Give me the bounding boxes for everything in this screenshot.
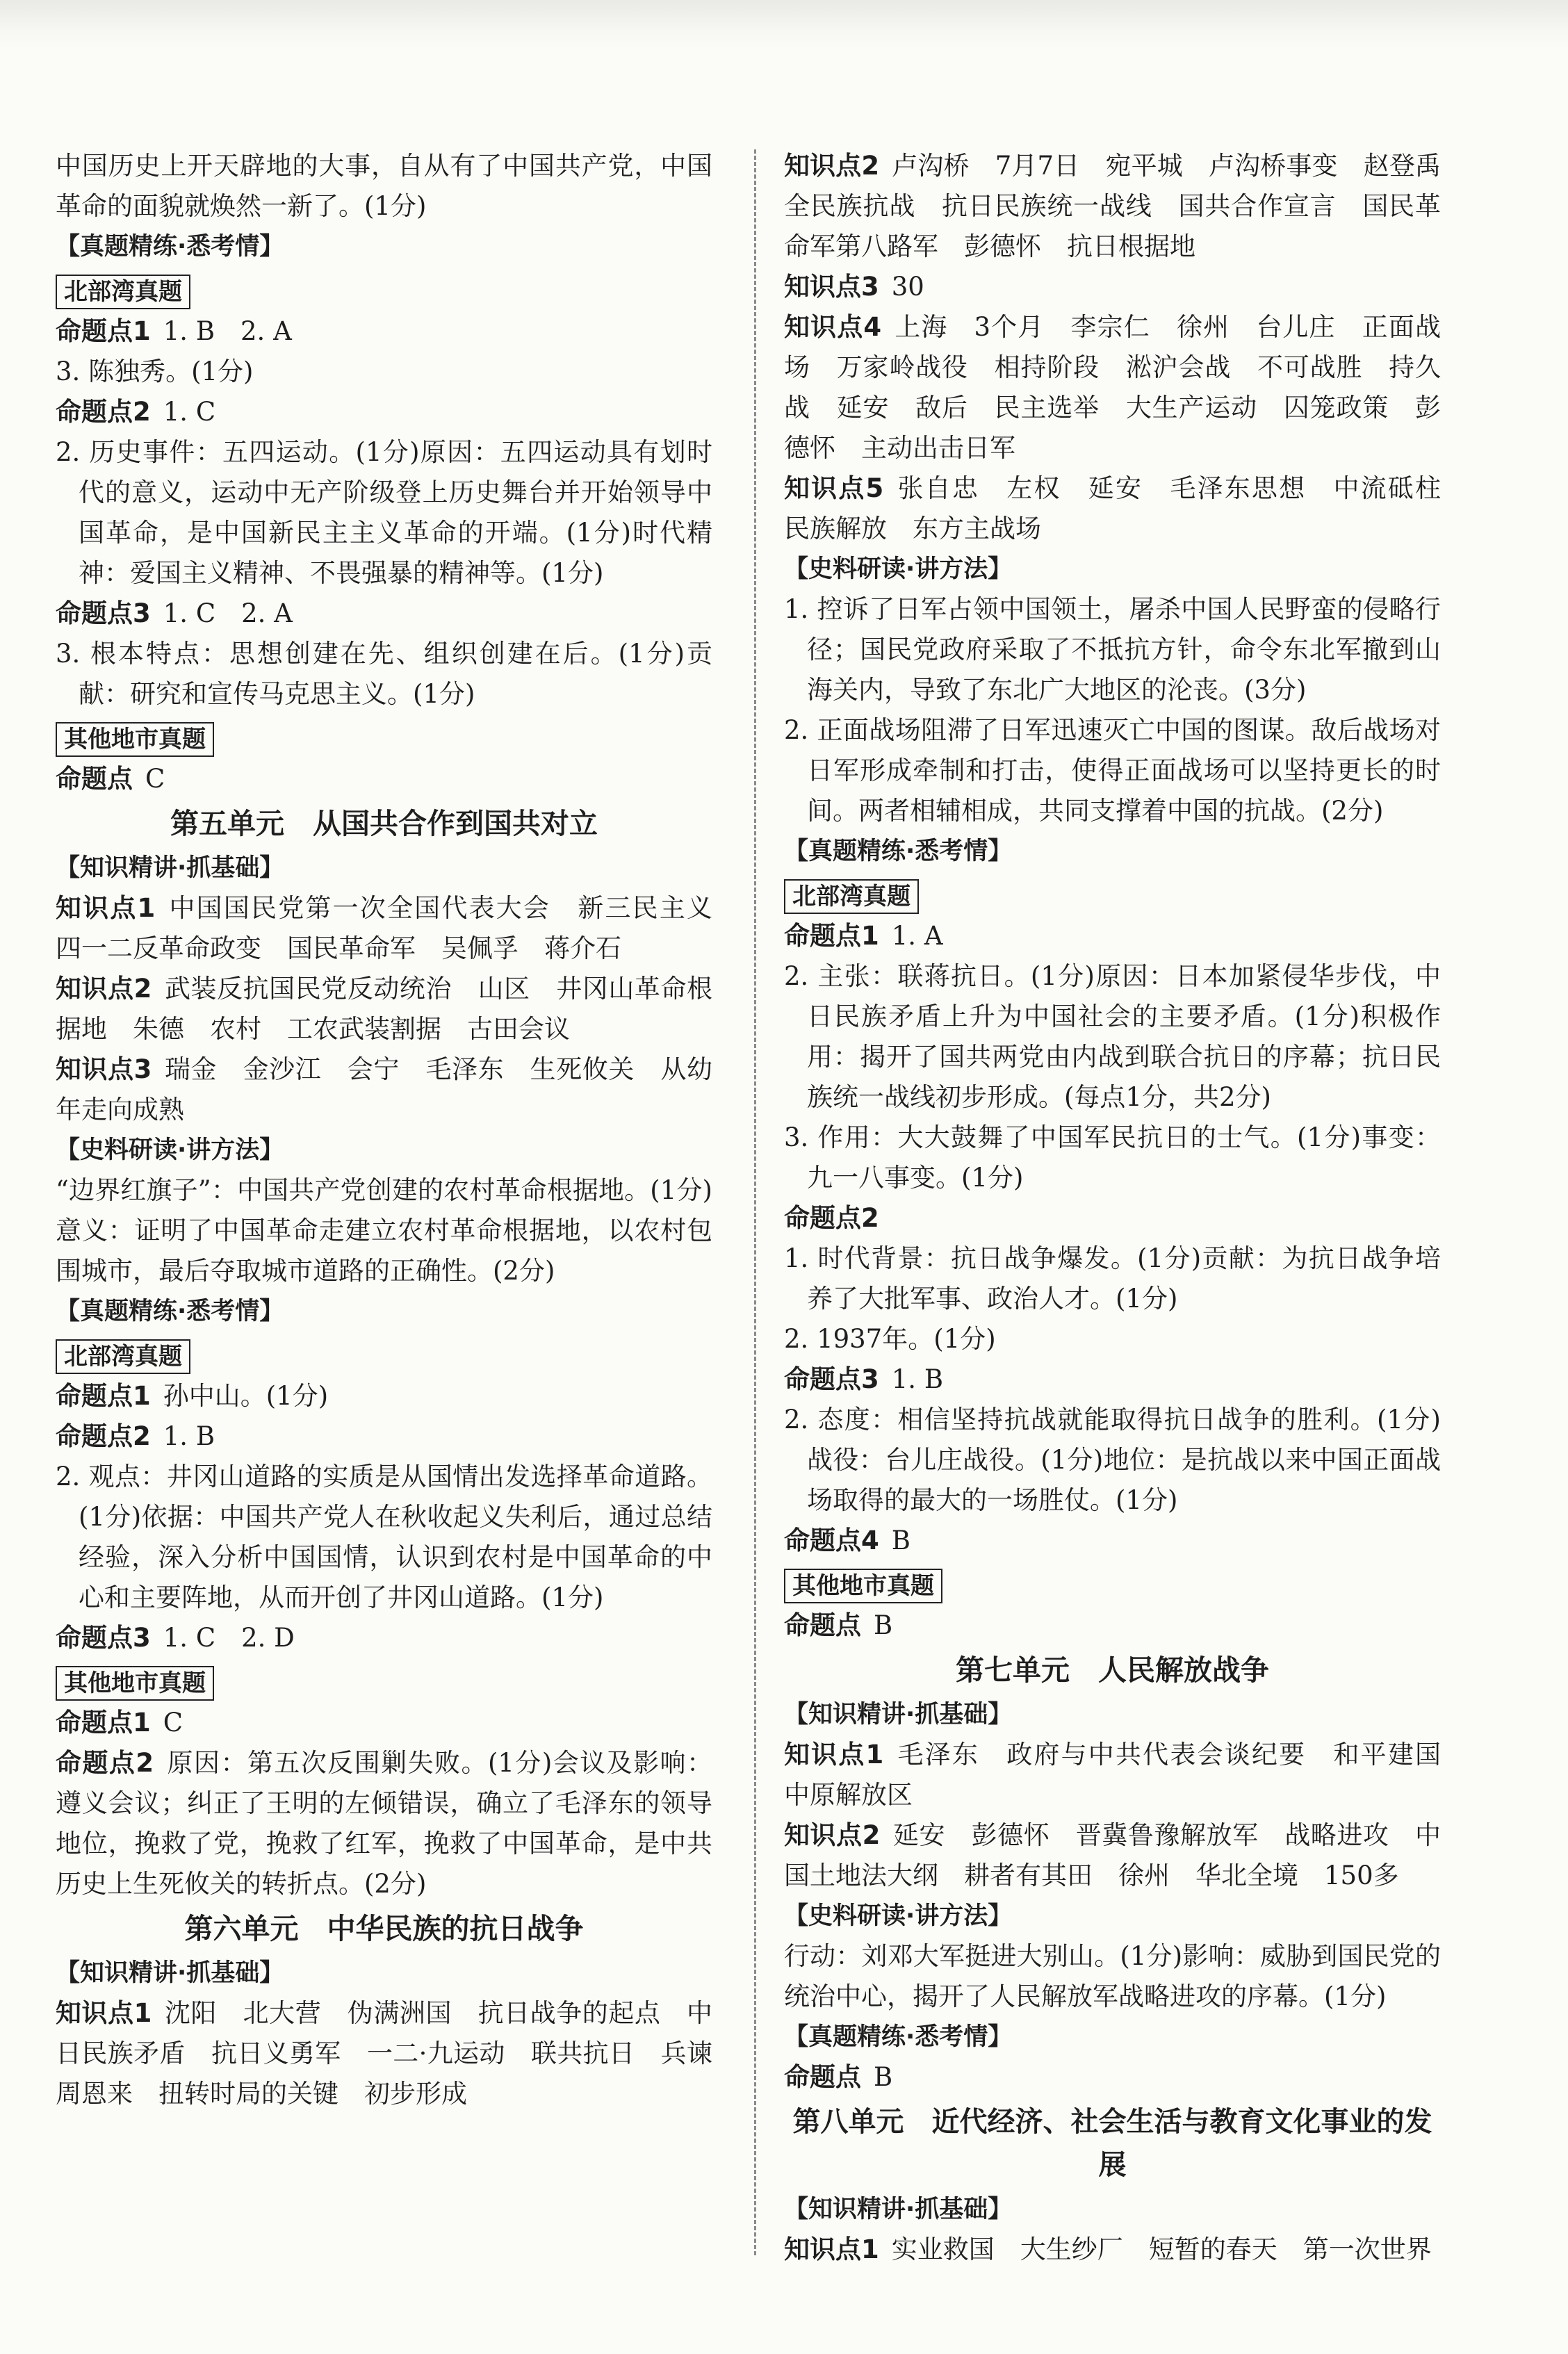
section-heading: 【知识精讲·抓基础】: [784, 2196, 1013, 2223]
point-label: 知识点2: [784, 1820, 881, 1850]
answer: 毛泽东 政府与中共代表会谈纪要 和平建国 中原解放区: [784, 1740, 1467, 1810]
answer: 原因：第五次反围剿失败。(1分)会议及影响：遵义会议；纠正了王明的左倾错误，确立了毛泽东的领导地位，挽救了党，挽救了红军，挽救了中国革命，是中共历史上生死攸关的转折点。(2分): [56, 1748, 712, 1899]
point-label: 命题点1: [56, 1381, 151, 1411]
answer: 行动：刘邓大军挺进大别山。(1分)影响：威胁到国民党的统治中心，揭开了人民解放军战略进攻的序幕。(1分): [784, 1941, 1441, 2011]
answer: 3. 陈独秀。(1分): [56, 357, 254, 386]
unit-title: 第五单元 从国共合作到国共对立: [170, 807, 598, 840]
section-heading: 【知识精讲·抓基础】: [784, 1701, 1013, 1728]
answer: 2. 历史事件：五四运动。(1分)原因：五四运动具有划时代的意义，运动中无产阶级登上历史舞台并开始领导中国革命，是中国新民主主义革命的开端。(1分)时代精神：爱国主义精神、不畏强暴的精神等。(1分): [56, 437, 712, 588]
point-label: 知识点5: [784, 473, 884, 503]
point-label: 知识点1: [784, 1740, 884, 1769]
answer: 3. 作用：大大鼓舞了中国军民抗日的士气。(1分)事变：九一八事变。(1分): [784, 1122, 1441, 1193]
answer: 1. C 2. D: [163, 1623, 295, 1653]
answer: 3. 根本特点：思想创建在先、组织创建在后。(1分)贡献：研究和宣传马克思主义。(1分): [56, 639, 712, 709]
answer: B: [874, 1610, 893, 1640]
answer: 中国国民党第一次全国代表大会 新三民主义 四一二反革命政变 国民革命军 吴佩孚 蒋介石: [56, 893, 739, 963]
point-label: 命题点1: [784, 921, 879, 951]
point-label: 命题点3: [784, 1364, 879, 1394]
left-column: [56, 146, 739, 2114]
answer: B: [874, 2062, 893, 2092]
point-label: 命题点4: [784, 1526, 879, 1555]
answer: 1. 时代背景：抗日战争爆发。(1分)贡献：为抗日战争培养了大批军事、政治人才。(1分): [784, 1243, 1441, 1314]
point-label: 命题点2: [56, 1421, 151, 1451]
answer: 2. 正面战场阻滞了日军迅速灭亡中国的图谋。敌后战场对日军形成牵制和打击，使得正面战场可以坚持更长的时间。两者相辅相成，共同支撑着中国的抗战。(2分): [784, 715, 1441, 826]
answer: 1. B: [891, 1364, 944, 1394]
answer: 张自忠 左权 延安 毛泽东思想 中流砥柱 民族解放 东方主战场: [784, 473, 1467, 543]
section-heading: 【真题精练·悉考情】: [784, 837, 1013, 865]
scan-top-edge: [0, 0, 1568, 49]
answer: C: [145, 764, 165, 794]
point-label: 知识点3: [56, 1054, 152, 1084]
other-cities-label: 其他地市真题: [56, 722, 214, 757]
section-heading: 【知识精讲·抓基础】: [56, 854, 284, 882]
answer: 1. B: [163, 1421, 215, 1451]
point-label: 知识点1: [784, 2234, 879, 2264]
answer: 2. 主张：联蒋抗日。(1分)原因：日本加紧侵华步伐，中日民族矛盾上升为中国社会的主要矛盾。(1分)积极作用：揭开了国共两党由内战到联合抗日的序幕；抗日民族统一战线初步形成。(每点1分，共2分): [784, 961, 1441, 1112]
answer: 延安 彭德怀 晋冀鲁豫解放军 战略进攻 中国土地法大纲 耕者有其田 徐州 华北全境 150多: [784, 1820, 1441, 1890]
point-label: 命题点1: [56, 316, 151, 346]
beibuwan-label: 北部湾真题: [784, 879, 919, 914]
right-column: [784, 146, 1467, 2270]
answer: C: [163, 1708, 183, 1738]
point-label: 命题点: [784, 2062, 861, 2092]
point-label: 命题点3: [56, 1623, 151, 1653]
answer: “边界红旗子”：中国共产党创建的农村革命根据地。(1分)意义：证明了中国革命走建立农村革命根据地，以农村包围城市，最后夺取城市道路的正确性。(2分): [56, 1175, 712, 1286]
unit-title: 第八单元 近代经济、社会生活与教育文化事业的发展: [792, 2106, 1432, 2181]
section-heading: 【史料研读·讲方法】: [784, 1902, 1013, 1930]
point-label: 命题点2: [56, 397, 151, 427]
answer: 上海 3个月 李宗仁 徐州 台儿庄 正面战场 万家岭战役 相持阶段 淞沪会战 不可战胜 持久战 延安 敌后 民主选举 大生产运动 囚笼政策 彭德怀 主动出击日军: [784, 312, 1441, 463]
beibuwan-label: 北部湾真题: [56, 1339, 190, 1374]
section-heading: 【真题精练·悉考情】: [56, 1298, 284, 1325]
answer: 瑞金 金沙江 会宁 毛泽东 生死攸关 从幼年走向成熟: [56, 1054, 712, 1125]
answer: 实业救国 大生纱厂 短暂的春天 第一次世界: [891, 2234, 1432, 2264]
column-divider: [754, 149, 756, 2255]
section-heading: 【知识精讲·抓基础】: [56, 1959, 284, 1987]
point-label: 知识点4: [784, 312, 882, 342]
answer: 2. 态度：相信坚持抗战就能取得抗日战争的胜利。(1分)战役：台儿庄战役。(1分)地位：是抗战以来中国正面战场取得的最大的一场胜仗。(1分): [784, 1405, 1441, 1515]
intro-paragraph: 中国历史上开天辟地的大事，自从有了中国共产党，中国革命的面貌就焕然一新了。(1分): [56, 151, 712, 221]
unit-title: 第六单元 中华民族的抗日战争: [184, 1912, 584, 1945]
section-heading: 【史料研读·讲方法】: [784, 555, 1013, 583]
answer: 1. C: [163, 397, 216, 427]
point-label: 命题点3: [56, 598, 151, 628]
answer: 1. A: [891, 921, 943, 951]
answer: 1. C 2. A: [163, 598, 293, 628]
answer: B: [891, 1526, 910, 1555]
point-label: 命题点: [784, 1610, 861, 1640]
answer: 30: [891, 272, 924, 302]
answer: 卢沟桥 7月7日 宛平城 卢沟桥事变 赵登禹 全民族抗战 抗日民族统一战线 国共合作宣言 国民革命军第八路军 彭德怀 抗日根据地: [784, 151, 1467, 261]
answer: 1. 控诉了日军占领中国领土，屠杀中国人民野蛮的侵略行径；国民党政府采取了不抵抗方针，命令东北军撤到山海关内，导致了东北广大地区的沦丧。(3分): [784, 594, 1441, 705]
answer: 孙中山。(1分): [163, 1381, 329, 1411]
point-label: 知识点2: [56, 974, 152, 1004]
point-label: 命题点1: [56, 1708, 151, 1738]
answer: 2. 1937年。(1分): [784, 1324, 996, 1354]
answer: 武装反抗国民党反动统治 山区 井冈山革命根据地 朱德 农村 工农武装割据 古田会议: [56, 974, 712, 1044]
section-heading: 【史料研读·讲方法】: [56, 1136, 284, 1164]
answer: 1. B 2. A: [163, 316, 292, 346]
point-label: 知识点2: [784, 151, 880, 181]
point-label: 知识点1: [56, 1998, 152, 2028]
answer: 沈阳 北大营 伪满洲国 抗日战争的起点 中日民族矛盾 抗日义勇军 一二·九运动 联共抗日 兵谏 周恩来 扭转时局的关键 初步形成: [56, 1998, 738, 2109]
section-heading: 【真题精练·悉考情】: [784, 2023, 1013, 2051]
beibuwan-label: 北部湾真题: [56, 275, 190, 309]
section-heading: 【真题精练·悉考情】: [56, 233, 284, 261]
point-label: 知识点1: [56, 893, 156, 923]
point-label: 知识点3: [784, 272, 879, 302]
point-label: 命题点: [56, 764, 133, 794]
point-label: 命题点2: [56, 1748, 154, 1778]
unit-title: 第七单元 人民解放战争: [956, 1653, 1269, 1687]
other-cities-label: 其他地市真题: [784, 1569, 942, 1603]
answer: 2. 观点：井冈山道路的实质是从国情出发选择革命道路。(1分)依据：中国共产党人在秋收起义失利后，通过总结经验，深入分析中国国情，认识到农村是中国革命的中心和主要阵地，从而开创了井冈山道路。(1分): [56, 1462, 712, 1612]
other-cities-label: 其他地市真题: [56, 1666, 214, 1701]
point-label: 命题点2: [784, 1203, 879, 1233]
